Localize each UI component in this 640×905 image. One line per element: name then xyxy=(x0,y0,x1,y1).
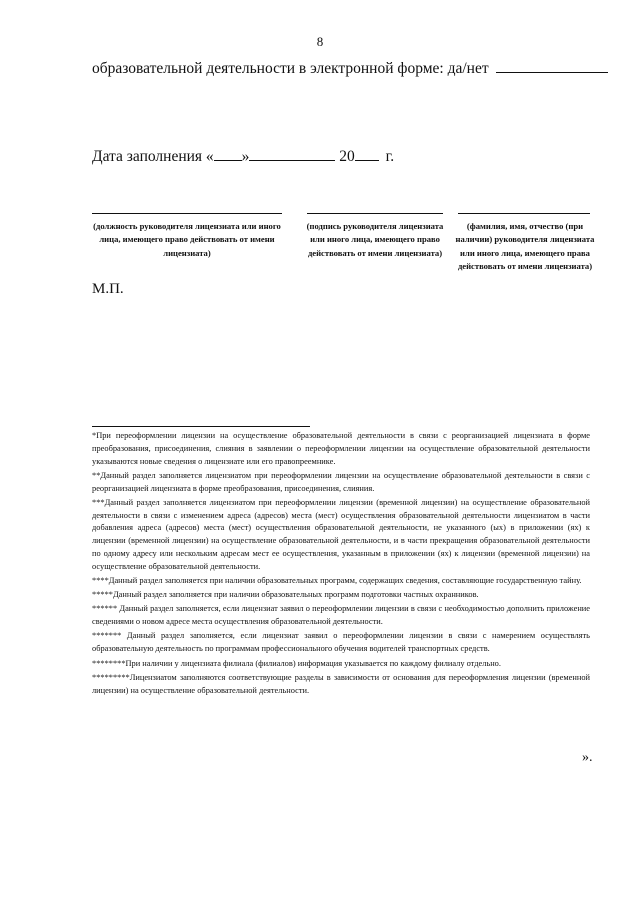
footnote-4: ****Данный раздел заполняется при наличии образовательных программ, содержащих сведения, составляющие государственную тайну. xyxy=(92,575,582,585)
footnote-7: ******* Данный раздел заполняется, если лицензиат заявил о переоформлении лицензии в связи с намерением осуществлять образовательную деятельность по программам профессионального обучения водителей транспортных средств. xyxy=(92,631,590,654)
fill-date-month-blank[interactable] xyxy=(249,148,335,161)
footnote-9: *********Лицензиатом заполняются соответствующие разделы в зависимости от основания для переоформления лицензии (временной лицензии) на осуществление образовательной деятельности. xyxy=(92,672,590,695)
fill-date-quote-close: » xyxy=(241,148,250,165)
closing-quote-mark: ». xyxy=(582,750,593,765)
footnote-2: **Данный раздел заполняется лицензиатом при переоформлении лицензии на осуществление образовательной деятельности в связи с реорганизацией лицензиата в форме преобразования, присоединения, слияния. xyxy=(92,470,590,493)
footnote-separator xyxy=(92,426,310,427)
fill-date-day-blank[interactable] xyxy=(214,148,242,161)
electronic-form-line xyxy=(92,60,608,78)
electronic-form-text: образовательной деятельности в электронной форме: да/нет xyxy=(92,60,489,77)
footnotes xyxy=(92,430,590,699)
position-caption: (должность руководителя лицензиата или иного лица, имеющего право действовать от имени лицензиата) xyxy=(93,221,281,258)
footnote-5: *****Данный раздел заполняется при наличии образовательных программ подготовки частных охранников. xyxy=(92,590,479,600)
footnote-8: ********При наличии у лицензиата филиала (филиалов) информация указывается по каждому филиалу отдельно. xyxy=(92,658,501,668)
fill-date-year-blank[interactable] xyxy=(355,148,379,161)
position-signature-line[interactable] xyxy=(92,213,282,214)
footnote-6: ****** Данный раздел заполняется, если лицензиат заявил о переоформлении лицензии в связи с необходимостью дополнить приложение сведениями о новом адресе места осуществления образовательной деятельности. xyxy=(92,604,590,627)
footnote-1: *При переоформлении лицензии на осуществление образовательной деятельности в связи с реорганизацией лицензиата в форме преобразования, присоединения, слияния в заявлении о переоформлении лицензии на осуществление образовательной деятельности указываются новые сведения о лицензиате или его правопреемнике. xyxy=(92,431,590,466)
signature-caption: (подпись руководителя лицензиата или иного лица, имеющего право действовать от имени лицензиата) xyxy=(306,221,444,258)
electronic-form-blank[interactable] xyxy=(496,60,608,73)
fill-date-year-prefix: 20 xyxy=(339,148,355,165)
page-number: 8 xyxy=(316,34,324,49)
stamp-place-label: М.П. xyxy=(92,281,124,297)
full-name-caption: (фамилия, имя, отчество (при наличии) руководителя лицензиата или иного лица, имеющего права действовать от имени лицензиата) xyxy=(455,221,595,271)
fill-date-label: Дата заполнения « xyxy=(92,148,214,165)
fill-date-line xyxy=(92,148,394,166)
signature-line[interactable] xyxy=(307,213,443,214)
footnote-3: ***Данный раздел заполняется лицензиатом при переоформлении лицензии (временной лицензии) на осуществление образовательной деятельности в связи с изменением адреса (адресов) места (мест) осуществления образовательной деятельности лицензиатом в части добавления адреса (адресов) места (мест) осуществления образовательной деятельности, не указанного (ых) в приложении (ях) к лицензии (временной лицензии) на осуществление образовательной деятельности, и в части прекращения образовательной деятельности по одному адресу или нескольким адресам мест ее осуществления, указанным в приложении (ях) к лицензии (временной лицензии) на осуществление образовательной деятельности. xyxy=(92,497,590,571)
full-name-line[interactable] xyxy=(458,213,590,214)
fill-date-year-suffix: г. xyxy=(385,148,395,165)
